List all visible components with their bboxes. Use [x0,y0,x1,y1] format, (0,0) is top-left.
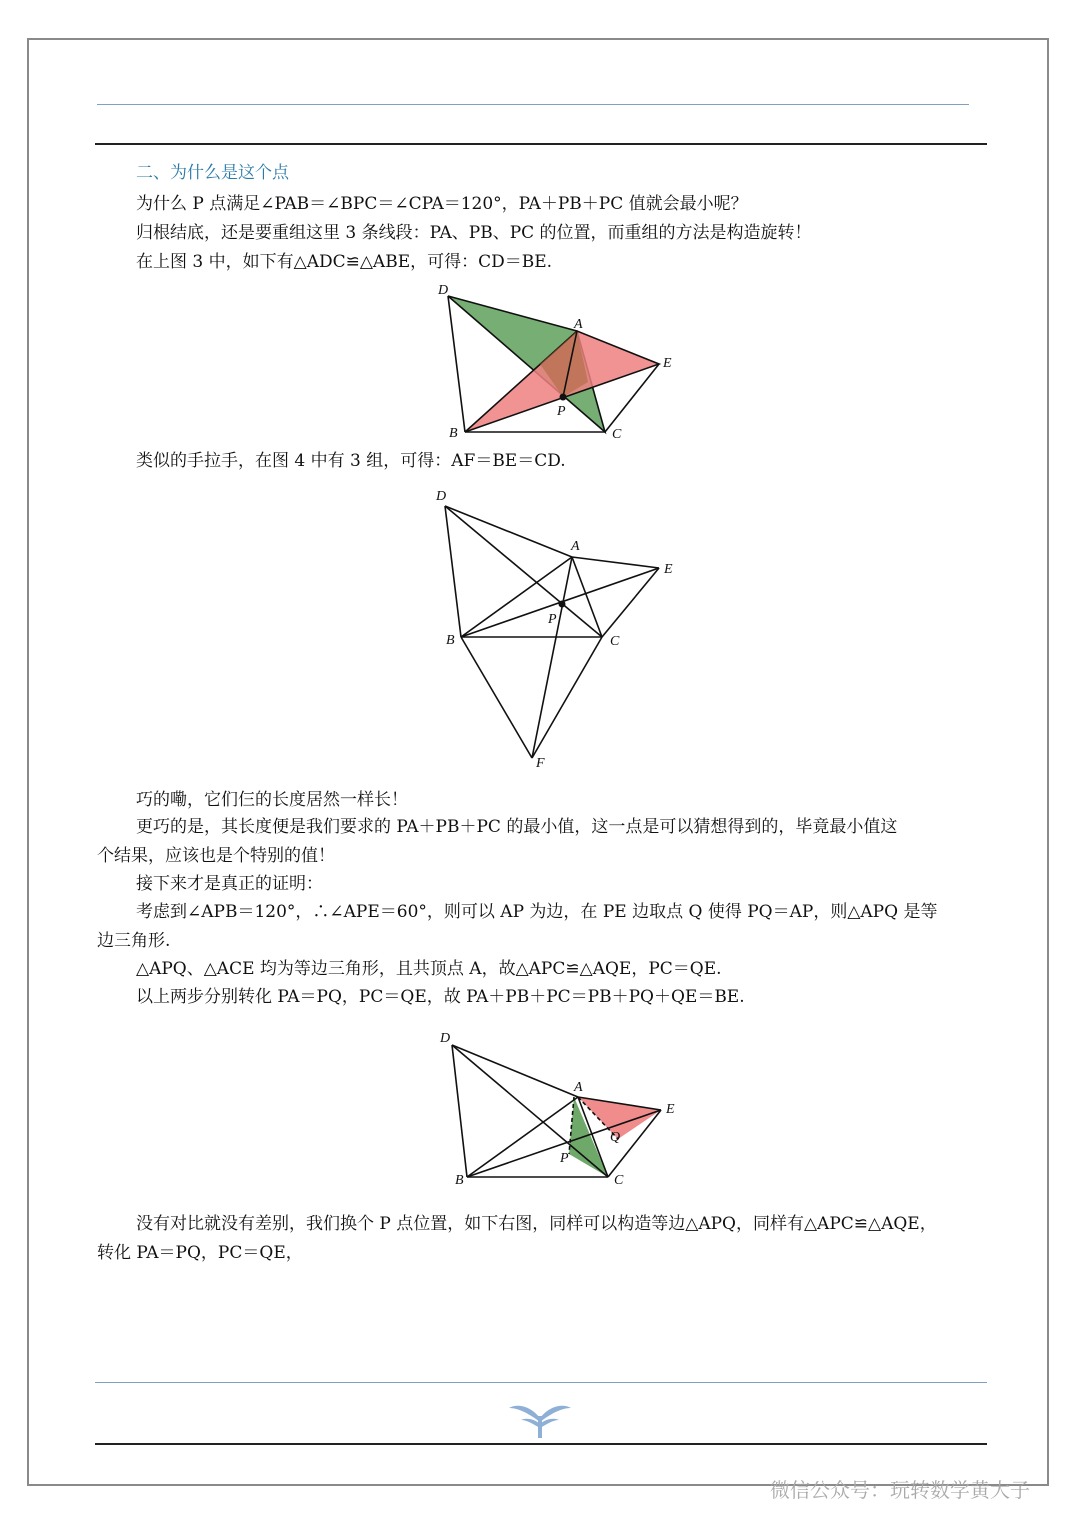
fig3-label-d: D [440,1031,451,1046]
fig1-label-p: P [557,404,566,419]
text-line-10: 边三角形. [97,931,171,951]
figure-3 [430,1026,690,1191]
fig1-label-c: C [612,427,622,442]
text-line-2: 归根结底，还是要重组这里 3 条线段：PA、PB、PC 的位置，而重组的方法是构造旋转！ [136,223,812,243]
header-rule-black [95,143,987,145]
fig1-label-b: B [449,426,458,441]
header-rule-blue [97,104,969,105]
text-line-4: 类似的手拉手，在图 4 中有 3 组，可得：AF＝BE＝CD. [136,451,566,471]
text-line-9: 考虑到∠APB＝120°，∴∠APE＝60°，则可以 AP 为边，在 PE 边取点 Q 使得 PQ＝AP，则△APQ 是等 [136,902,938,922]
text-line-12: 以上两步分别转化 PA＝PQ，PC＝QE，故 PA＋PB＋PC＝PB＋PQ＋QE＝BE. [136,987,745,1007]
text-line-7: 个结果，应该也是个特别的值！ [97,846,335,866]
footer-rule-blue [95,1382,987,1383]
section-heading: 二、为什么是这个点 [136,163,289,183]
fig1-label-e: E [663,356,672,371]
fig2-label-b: B [446,633,455,648]
footer-rule-black [95,1443,987,1445]
fig3-label-a: A [574,1080,583,1095]
watermark: 微信公众号：玩转数学黄大子 [770,1478,1030,1502]
fig1-label-a: A [574,317,583,332]
text-line-11: △APQ、△ACE 均为等边三角形，且共顶点 A，故△APC≌△AQE，PC＝QE. [136,959,722,979]
figure-1 [420,278,700,448]
tree-logo-icon [507,1398,573,1440]
fig3-label-e: E [666,1102,675,1117]
text-line-8: 接下来才是真正的证明： [136,874,323,894]
text-line-13: 没有对比就没有差别，我们换个 P 点位置，如下右图，同样可以构造等边△APQ，同样有△APC≌△AQE， [136,1214,937,1234]
fig3-label-q: Q [610,1130,621,1145]
fig2-label-d: D [436,489,447,504]
fig2-label-p: P [548,612,557,627]
text-line-1: 为什么 P 点满足∠PAB＝∠BPC＝∠CPA＝120°，PA＋PB＋PC 值就会最小呢？ [136,194,748,214]
fig2-label-e: E [664,562,673,577]
fig3-label-c: C [614,1173,624,1188]
text-line-6: 更巧的是，其长度便是我们要求的 PA＋PB＋PC 的最小值，这一点是可以猜想得到的，毕竟最小值这 [136,817,898,837]
text-line-5: 巧的嘞，它们仨的长度居然一样长！ [136,790,408,810]
text-line-3: 在上图 3 中，如下有△ADC≌△ABE，可得：CD＝BE. [136,252,553,272]
fig2-label-a: A [571,539,580,554]
text-line-14: 转化 PA＝PQ，PC＝QE， [97,1243,303,1263]
fig3-label-p: P [560,1151,569,1166]
fig2-label-c: C [610,634,620,649]
figure-2 [425,482,695,782]
fig1-label-d: D [438,283,449,298]
fig2-label-f: F [536,756,545,771]
fig3-label-b: B [455,1173,464,1188]
